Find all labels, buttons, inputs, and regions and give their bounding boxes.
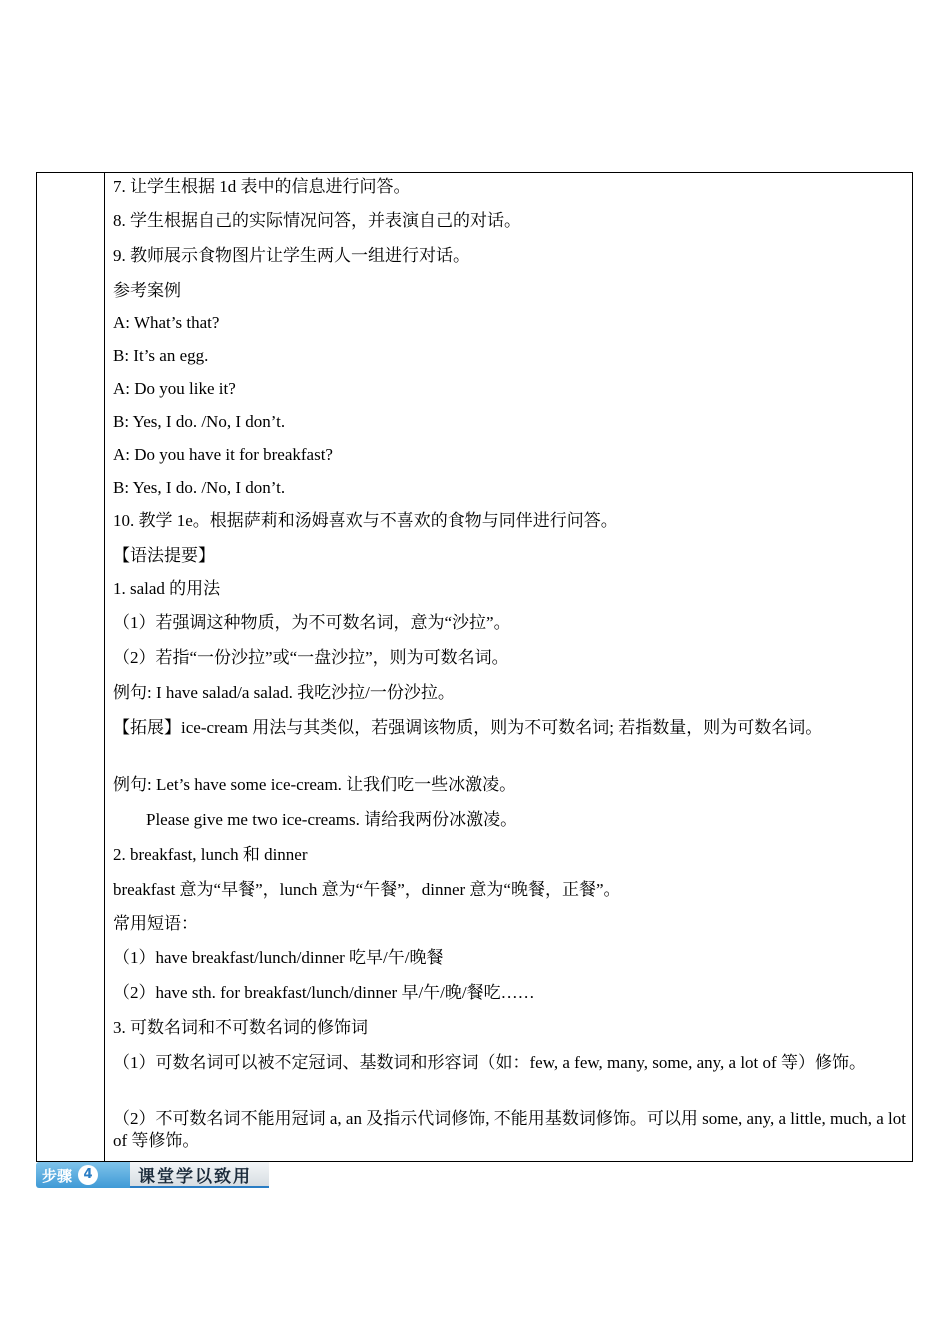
step-number-badge: 4 [78, 1165, 98, 1185]
salad-usage-heading: 1. salad 的用法 [113, 579, 221, 598]
icecream-example-2: Please give me two ice-creams. 请给我两份冰激凌。 [146, 810, 518, 829]
grammar-heading: 【语法提要】 [113, 546, 215, 565]
icecream-extension: 【拓展】ice-cream 用法与其类似，若强调该物质，则为不可数名词; 若指数量，则为可数名词。 [113, 718, 823, 737]
step-banner [36, 1162, 269, 1188]
step-10-line: 10. 教学 1e。根据萨莉和汤姆喜欢与不喜欢的食物与同伴进行问答。 [113, 511, 618, 530]
salad-example: 例句: I have salad/a salad. 我吃沙拉/一份沙拉。 [113, 683, 455, 702]
dialogue-line: B: Yes, I do. /No, I don’t. [113, 412, 286, 431]
left-column-cell [37, 173, 105, 1161]
salad-rule-1: （1）若强调这种物质，为不可数名词，意为“沙拉”。 [113, 613, 511, 632]
icecream-example-1: 例句: Let’s have some ice-cream. 让我们吃一些冰激凌。 [113, 775, 517, 794]
step-9-line: 9. 教师展示食物图片让学生两人一组进行对话。 [113, 246, 470, 265]
phrase-1: （1）have breakfast/lunch/dinner 吃早/午/晚餐 [113, 948, 444, 967]
lesson-table [36, 172, 913, 1162]
step-label [36, 1162, 130, 1188]
step-7-line: 7. 让学生根据 1d 表中的信息进行问答。 [113, 177, 411, 196]
step-prefix: 步骤 [42, 1166, 73, 1185]
step-8-line: 8. 学生根据自己的实际情况问答，并表演自己的对话。 [113, 211, 521, 230]
salad-rule-2: （2）若指“一份沙拉”或“一盘沙拉”，则为可数名词。 [113, 648, 509, 667]
dialogue-line: A: Do you like it? [113, 379, 236, 398]
dialogue-line: B: It’s an egg. [113, 346, 209, 365]
example-heading: 参考案例 [113, 281, 181, 300]
modifiers-heading: 3. 可数名词和不可数名词的修饰词 [113, 1018, 368, 1037]
meals-heading: 2. breakfast, lunch 和 dinner [113, 845, 308, 864]
dialogue-line: A: Do you have it for breakfast? [113, 445, 333, 464]
phrase-2: （2）have sth. for breakfast/lunch/dinner 早/午/晚/餐吃…… [113, 983, 535, 1002]
countable-modifiers: （1）可数名词可以被不定冠词、基数词和形容词（如：few, a few, many, some, any, a lot of 等）修饰。 [113, 1053, 866, 1072]
dialogue-line: B: Yes, I do. /No, I don’t. [113, 478, 286, 497]
phrases-heading: 常用短语： [113, 914, 198, 933]
meals-meaning: breakfast 意为“早餐”，lunch 意为“午餐”，dinner 意为“晚餐，正餐”。 [113, 880, 621, 899]
dialogue-line: A: What’s that? [113, 313, 220, 332]
uncountable-modifiers: （2）不可数名词不能用冠词 a, an 及指示代词修饰, 不能用基数词修饰。可以用 some, any, a little, much, a lot of 等修饰。 [113, 1109, 906, 1150]
step-title: 课堂学以致用 [130, 1162, 269, 1188]
